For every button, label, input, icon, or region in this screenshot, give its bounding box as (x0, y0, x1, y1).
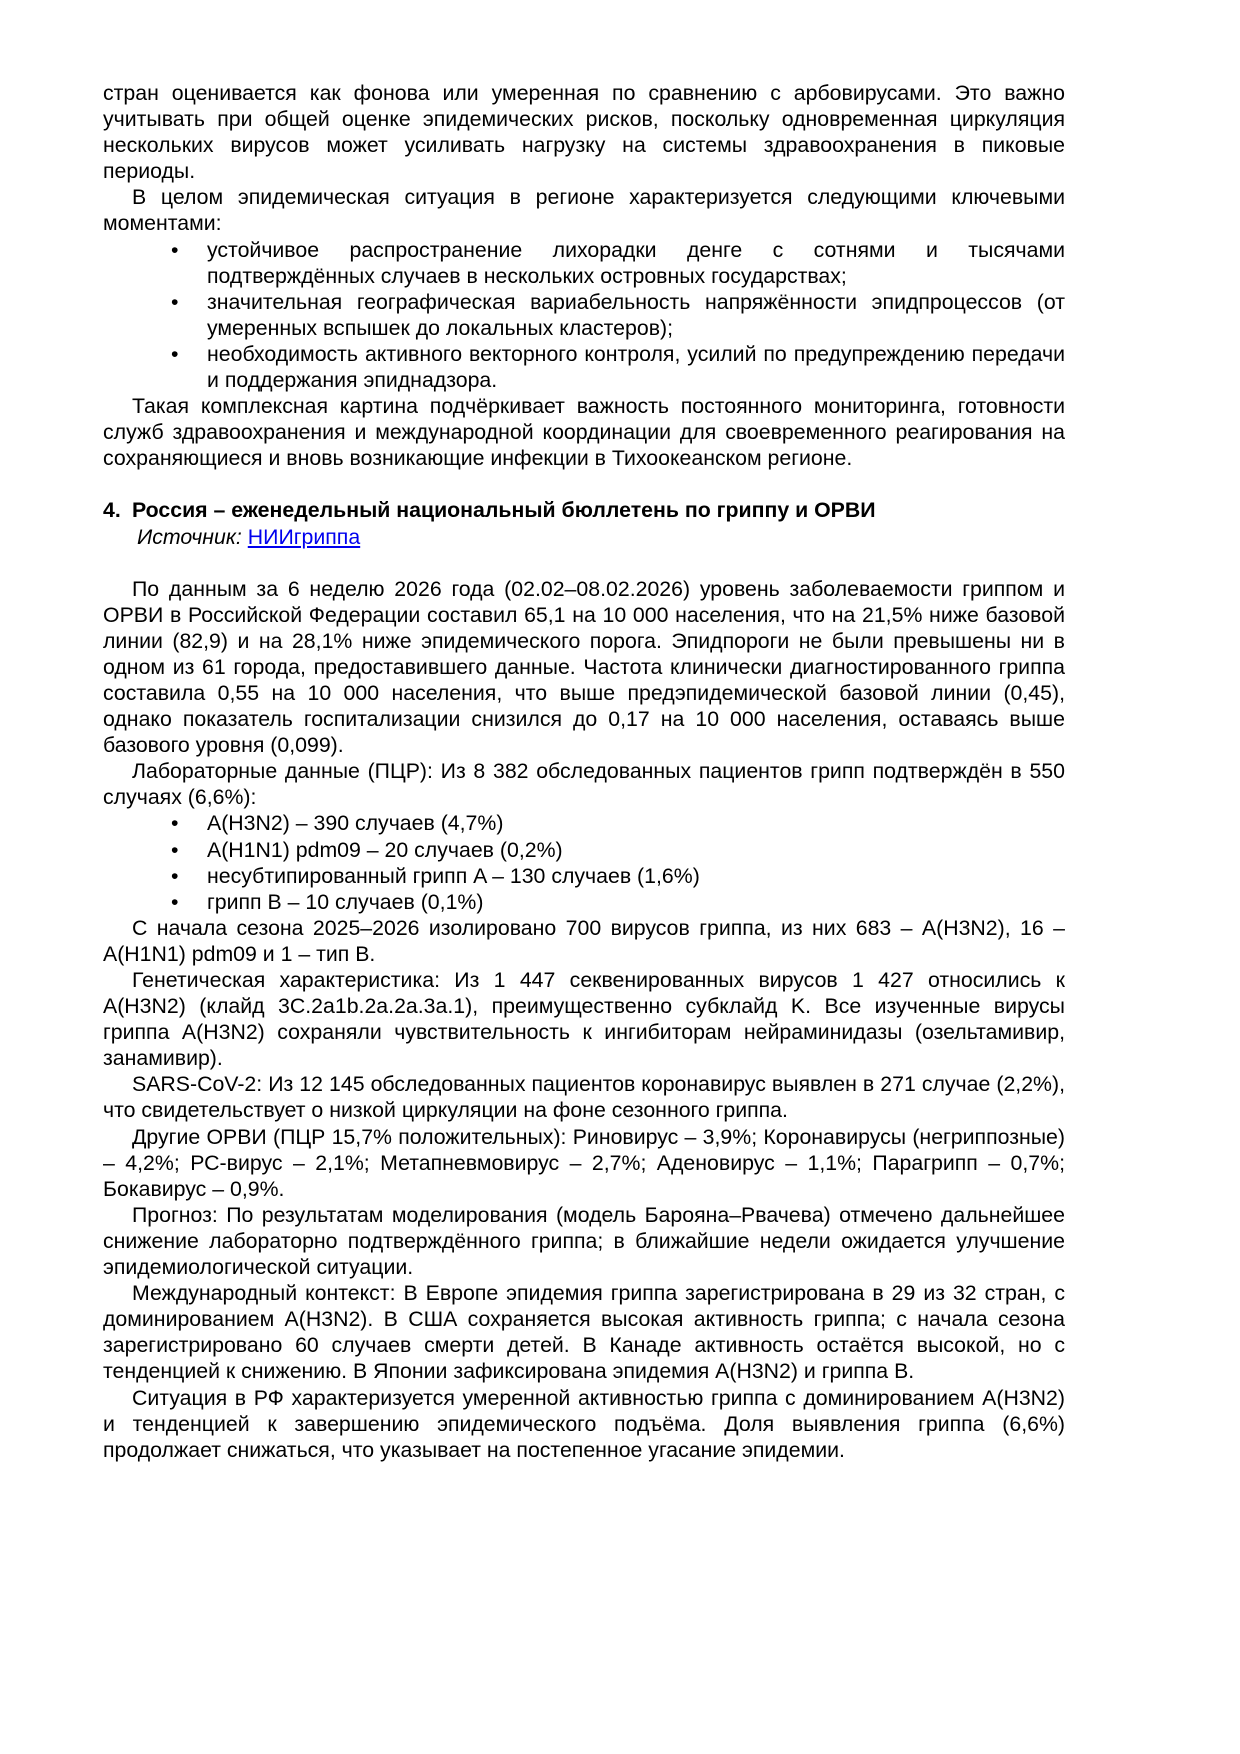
bullet-icon: • (171, 889, 179, 914)
other-arvi-paragraph: Другие ОРВИ (ПЦР 15,7% положительных): Риновирус – 3,9%; Коронавирусы (негриппозные) – 4,2%; РС-вирус – 2,1%; Метапневмовирус – 2,7%; Аденовирус – 1,1%; Парагрипп – 0,7%; Бокавирус – 0,9%. (103, 1124, 1065, 1201)
international-paragraph: Международный контекст: В Европе эпидемия гриппа зарегистрирована в 29 из 32 стран, с доминированием A(H3N2). В США сохраняется высокая активность гриппа; с начала сезона зарегистрировано 60 случаев смерти детей. В Канаде активность остаётся высокой, но с тенденцией к снижению. В Японии зафиксирована эпидемия A(H3N2) и гриппа B. (103, 1281, 1065, 1384)
list-item: • грипп B – 10 случаев (0,1%) (171, 889, 484, 914)
source-link[interactable]: НИИгриппа (247, 524, 361, 549)
section-heading (103, 497, 1065, 523)
source-line (103, 524, 1065, 550)
list-item: • необходимость активного векторного контроля, усилий по предупреждению передачи и поддержания эпиднадзора. (171, 341, 1065, 393)
genetics-paragraph: Генетическая характеристика: Из 1 447 секвенированных вирусов 1 427 относились к A(H3N2) (клайд 3C.2a1b.2a.2a.3a.1), преимущественно субклайд K. Все изученные вирусы гриппа A(H3N2) сохраняли чувствительность к ингибиторам нейраминидазы (озельтамивир, занамивир). (103, 968, 1065, 1071)
list-item: • A(H1N1) pdm09 – 20 случаев (0,2%) (171, 837, 563, 862)
forecast-paragraph: Прогноз: По результатам моделирования (модель Барояна–Рвачева) отмечено дальнейшее снижение лабораторно подтверждённого гриппа; в ближайшие недели ожидается улучшение эпидемиологической ситуации. (103, 1202, 1065, 1280)
conclusion-paragraph: Такая комплексная картина подчёркивает важность постоянного мониторинга, готовности служб здравоохранения и международной координации для своевременного реагирования на сохраняющиеся и вновь возникающие инфекции в Тихоокеанском регионе. (103, 394, 1065, 471)
bullet-icon: • (171, 289, 179, 314)
key-points-lead: В целом эпидемическая ситуация в регионе характеризуется следующими ключевыми моментами: (103, 185, 1065, 236)
list-item: • несубтипированный грипп A – 130 случаев (1,6%) (171, 863, 700, 888)
lab-data-paragraph: Лабораторные данные (ПЦР): Из 8 382 обследованных пациентов грипп подтверждён в 550 случаях (6,6%): (103, 759, 1065, 810)
spacer (103, 550, 1065, 576)
bullet-icon: • (171, 863, 179, 888)
bullet-icon: • (171, 837, 179, 862)
bullet-icon: • (171, 237, 179, 262)
bullet-icon: • (171, 341, 179, 366)
season-paragraph: С начала сезона 2025–2026 изолировано 700 вирусов гриппа, из них 683 – A(H3N2), 16 – A(H1N1) pdm09 и 1 – тип B. (103, 915, 1065, 966)
lab-results-list (103, 810, 1065, 914)
list-item: • устойчивое распространение лихорадки денге с сотнями и тысячами подтверждённых случаев в нескольких островных государствах; (171, 237, 1065, 288)
spacer (103, 471, 1065, 497)
paragraph-continued: стран оценивается как фонова или умеренная по сравнению с арбовирусами. Это важно учитывать при общей оценке эпидемических рисков, поскольку одновременная циркуляция нескольких вирусов может усиливать нагрузку на системы здравоохранения в пиковые периоды. (103, 81, 1065, 184)
document-page (103, 80, 1065, 1463)
key-points-list (103, 237, 1065, 394)
section-number: 4. (103, 498, 121, 523)
list-item: • A(H3N2) – 390 случаев (4,7%) (171, 811, 504, 836)
summary-paragraph: Ситуация в РФ характеризуется умеренной активностью гриппа с доминированием A(H3N2) и тенденцией к завершению эпидемического подъёма. Доля выявления гриппа (6,6%) продолжает снижаться, что указывает на постепенное угасание эпидемии. (103, 1385, 1065, 1462)
sars-cov-2-paragraph: SARS-CoV-2: Из 12 145 обследованных пациентов коронавирус выявлен в 271 случае (2,2%), что свидетельствует о низкой циркуляции на фоне сезонного гриппа. (103, 1072, 1065, 1123)
incidence-paragraph: По данным за 6 неделю 2026 года (02.02–08.02.2026) уровень заболеваемости гриппом и ОРВИ в Российской Федерации составил 65,1 на 10 000 населения, что на 21,5% ниже базовой линии (82,9) и на 28,1% ниже эпидемического порога. Эпидпороги не были превышены ни в одном из 61 города, предоставившего данные. Частота клинически диагностированного гриппа составила 0,55 на 10 000 населения, что выше предэпидемической базовой линии (0,45), однако показатель госпитализации снизился до 0,17 на 10 000 населения, оставаясь выше базового уровня (0,099). (103, 576, 1065, 758)
source-label: Источник: (137, 524, 242, 549)
section-title: Россия – еженедельный национальный бюллетень по гриппу и ОРВИ (132, 498, 876, 523)
list-item: • значительная географическая вариабельность напряжённости эпидпроцессов (от умеренных вспышек до локальных кластеров); (171, 289, 1065, 340)
bullet-icon: • (171, 811, 179, 836)
